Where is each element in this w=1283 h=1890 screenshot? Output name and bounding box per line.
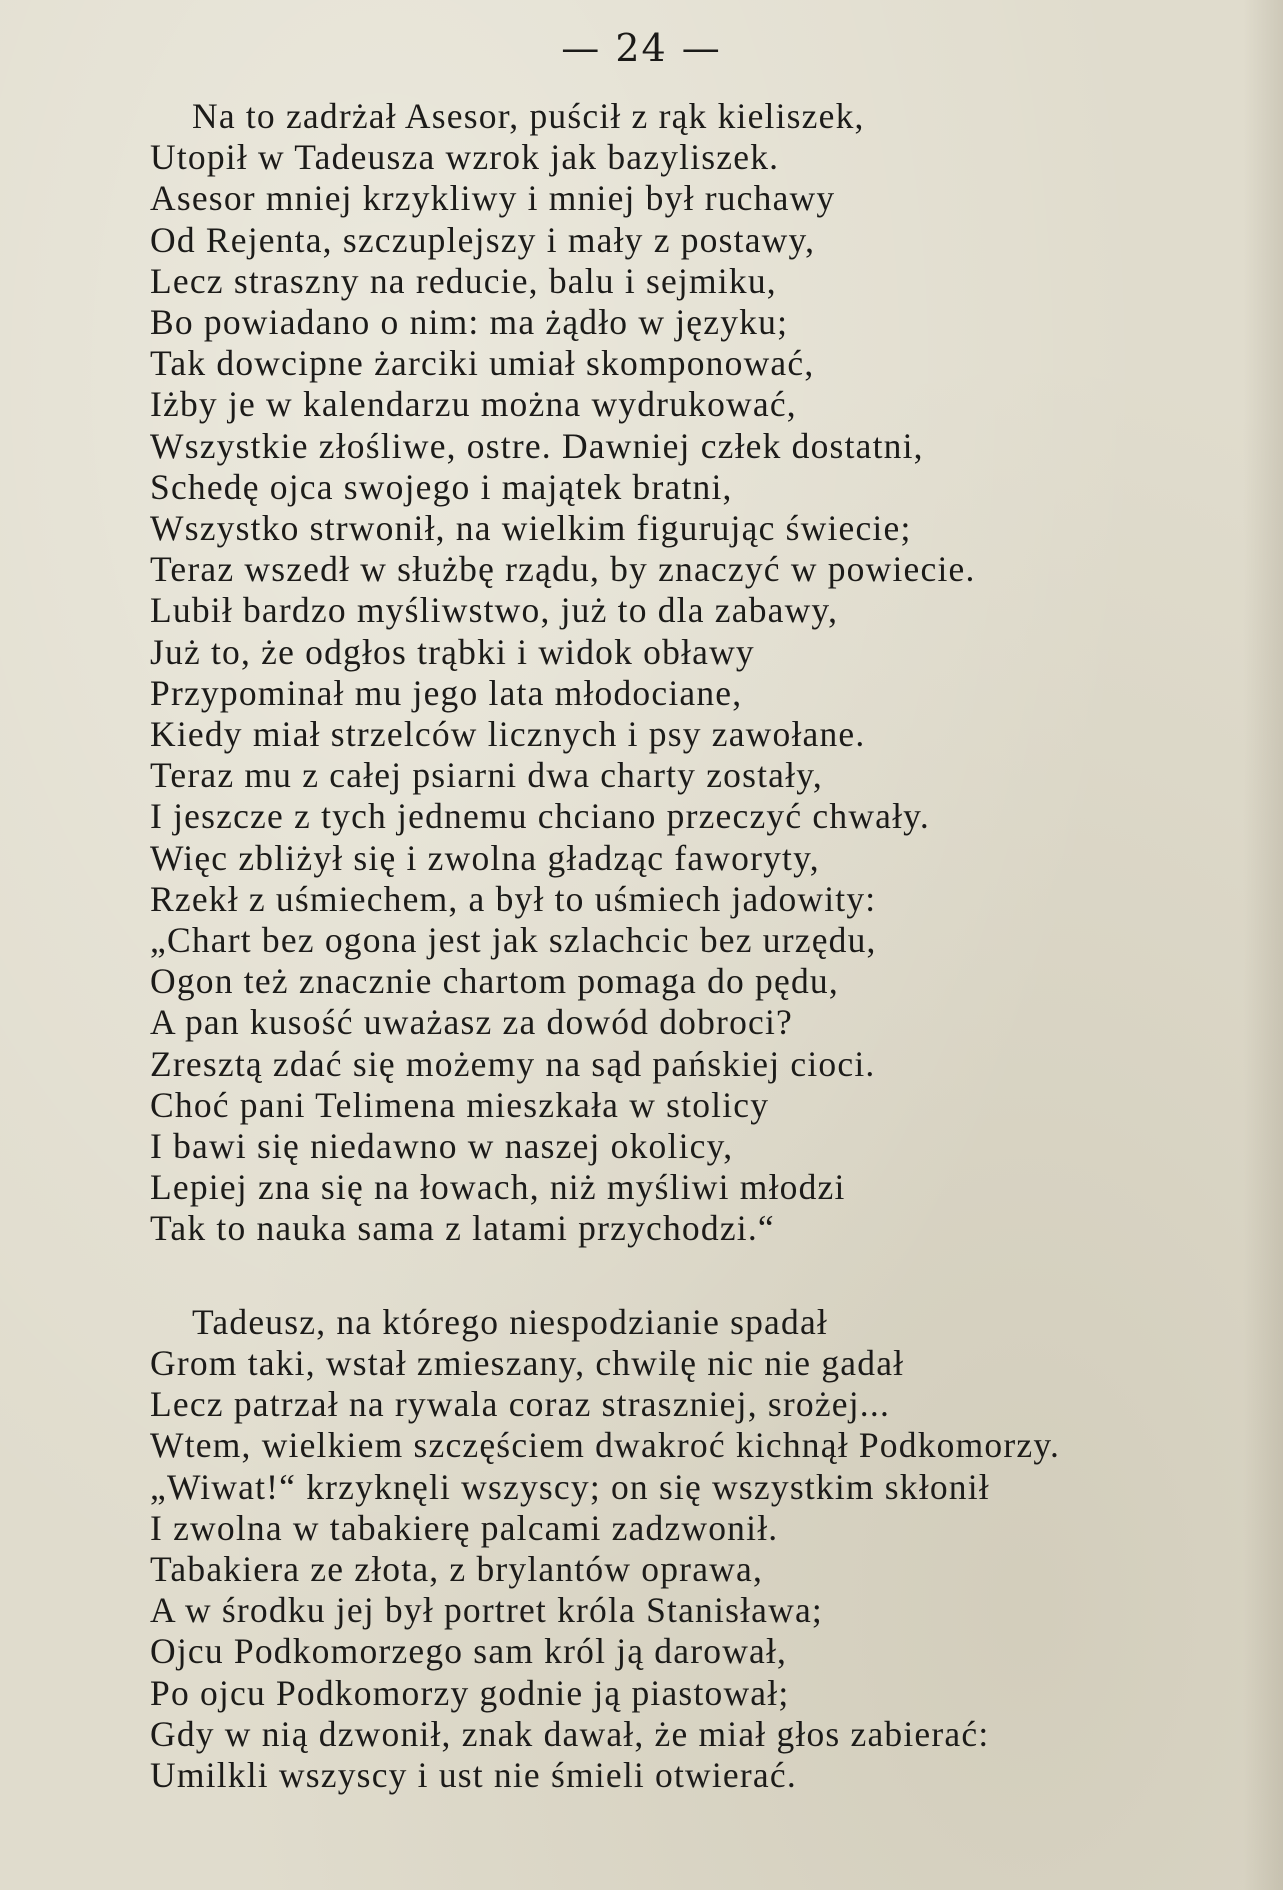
verse-line: „Chart bez ogona jest jak szlachcic bez urzędu,: [150, 920, 877, 961]
verse-line: Ojcu Podkomorzego sam król ją darował,: [150, 1631, 788, 1672]
verse-line: I zwolna w tabakierę palcami zadzwonił.: [150, 1507, 779, 1548]
verse-line: Lubił bardzo myśliwstwo, już to dla zabawy,: [150, 590, 839, 631]
stanza-break: [150, 1250, 1250, 1302]
verse-line: Już to, że odgłos trąbki i widok obławy: [150, 631, 755, 672]
verse-line: Przypominał mu jego lata młodociane,: [150, 672, 743, 713]
verse-line: Tabakiera ze złota, z brylantów oprawa,: [150, 1548, 764, 1589]
verse-line: Bo powiadano o nim: ma żądło w języku;: [150, 302, 789, 343]
stanza-1: [150, 96, 1250, 1250]
verse-line: Lecz straszny na reducie, balu i sejmiku,: [150, 260, 777, 301]
verse-line: Tak dowcipne żarciki umiał skomponować,: [150, 343, 815, 384]
verse-line: Iżby je w kalendarzu można wydrukować,: [150, 384, 797, 425]
verse-line: Ogon też znacznie chartom pomaga do pędu,: [150, 961, 839, 1002]
verse-line: Grom taki, wstał zmieszany, chwilę nic nie gadał: [150, 1342, 905, 1383]
verse-line: Po ojcu Podkomorzy godnie ją piastował;: [150, 1672, 790, 1713]
verse-line: Tak to nauka sama z latami przychodzi.“: [150, 1208, 775, 1249]
stanza-2: [150, 1302, 1250, 1796]
poem-text: [150, 96, 1250, 1796]
verse-line: A pan kusość uważasz za dowód dobroci?: [150, 1002, 793, 1043]
verse-line: Teraz wszedł w służbę rządu, by znaczyć w powiecie.: [150, 549, 976, 590]
verse-line: A w środku jej był portret króla Stanisława;: [150, 1590, 823, 1631]
verse-line: Zresztą zdać się możemy na sąd pańskiej cioci.: [150, 1043, 876, 1084]
page-number: — 24 —: [561, 26, 722, 70]
verse-line: „Wiwat!“ krzyknęli wszyscy; on się wszystkim skłonił: [150, 1466, 990, 1507]
verse-line: Kiedy miał strzelców licznych i psy zawołane.: [150, 714, 866, 755]
verse-line: Lepiej zna się na łowach, niż myśliwi młodzi: [150, 1167, 846, 1208]
verse-line: Na to zadrżał Asesor, puścił z rąk kieliszek,: [192, 96, 865, 136]
verse-line: Wtem, wielkiem szczęściem dwakroć kichnął Podkomorzy.: [150, 1425, 1061, 1466]
verse-line: Utopił w Tadeusza wzrok jak bazyliszek.: [150, 137, 780, 178]
verse-line: Gdy w nią dzwonił, znak dawał, że miał głos zabierać:: [150, 1713, 990, 1754]
verse-line: Rzekł z uśmiechem, a był to uśmiech jadowity:: [150, 878, 877, 919]
verse-line: Lecz patrzał na rywala coraz straszniej, srożej...: [150, 1384, 891, 1425]
verse-line: Więc zbliżył się i zwolna gładząc faworyty,: [150, 837, 820, 878]
verse-line: Wszystko strwonił, na wielkim figurując świecie;: [150, 508, 912, 549]
verse-line: Umilkli wszyscy i ust nie śmieli otwierać.: [150, 1754, 797, 1795]
verse-line: Teraz mu z całej psiarni dwa charty zostały,: [150, 755, 823, 796]
verse-line: Wszystkie złośliwe, ostre. Dawniej człek dostatni,: [150, 425, 924, 466]
verse-line: Schedę ojca swojego i majątek bratni,: [150, 466, 733, 507]
verse-line: Tadeusz, na którego niespodzianie spadał: [192, 1301, 828, 1342]
verse-line: Od Rejenta, szczuplejszy i mały z postawy,: [150, 219, 816, 260]
verse-line: I jeszcze z tych jednemu chciano przeczyć chwały.: [150, 796, 930, 837]
verse-line: I bawi się niedawno w naszej okolicy,: [150, 1126, 734, 1167]
verse-line: Asesor mniej krzykliwy i mniej był ruchawy: [150, 178, 836, 219]
verse-line: Choć pani Telimena mieszkała w stolicy: [150, 1084, 770, 1125]
